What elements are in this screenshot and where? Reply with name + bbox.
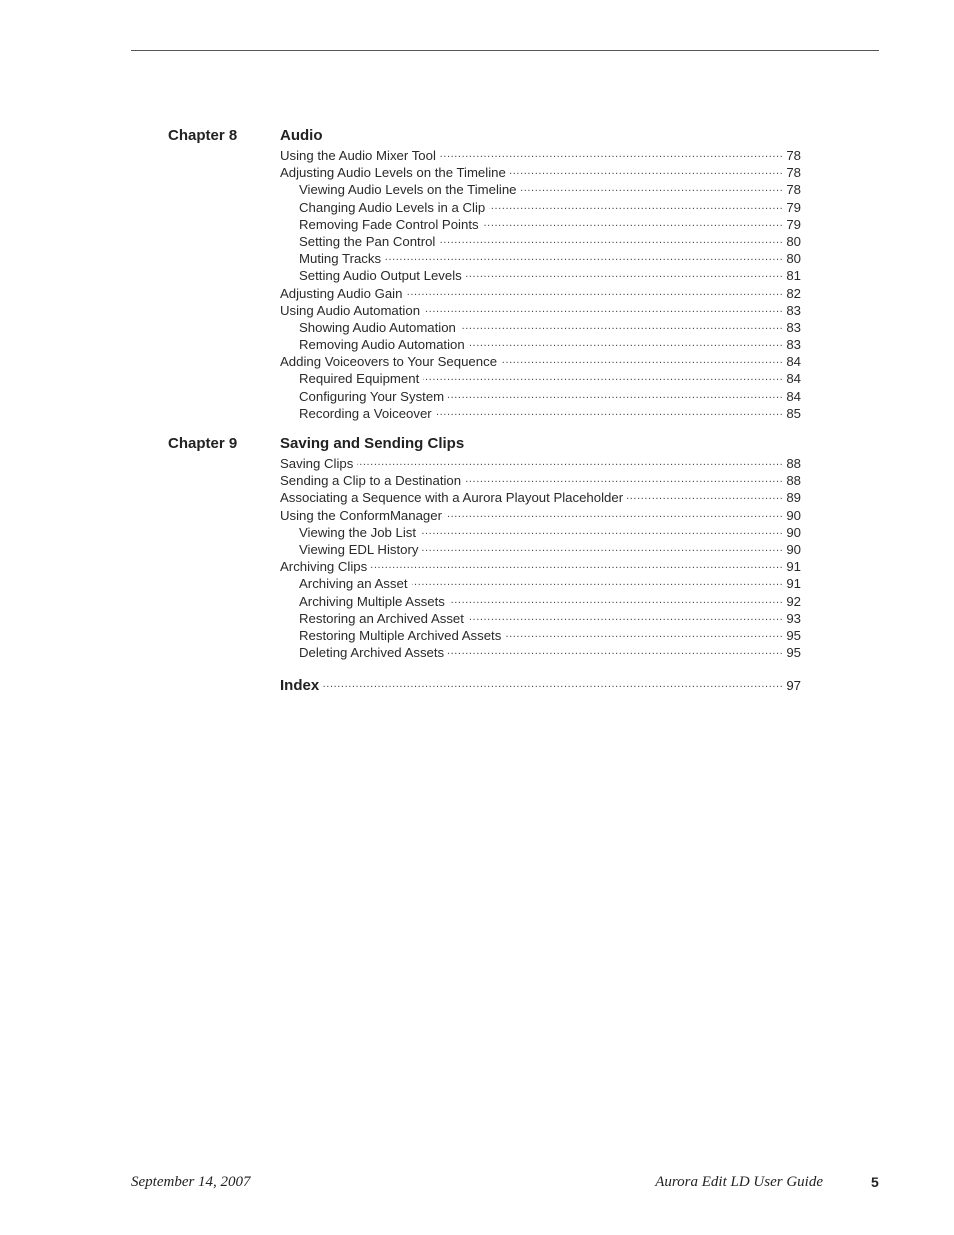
toc-entry[interactable] [280,352,801,369]
index-label: Index [280,677,320,694]
dot-leader [627,488,783,502]
dot-leader [460,318,783,332]
dot-leader [423,369,783,383]
toc-entry-title: Archiving Multiple Assets [299,593,445,609]
toc-entry[interactable] [280,284,801,301]
chapter-title: Saving and Sending Clips [280,435,465,452]
toc-entry-page: 82 [786,285,801,301]
toc-entry[interactable] [280,488,801,505]
dot-leader [448,387,783,401]
dot-leader [440,146,783,160]
toc-entry-title: Using Audio Automation [280,302,421,318]
toc-entry-title: Associating a Sequence with a Aurora Playout Placeholder [280,490,624,506]
toc-entry-title: Sending a Clip to a Destination [280,473,462,489]
toc-entry[interactable] [280,180,801,197]
toc-entry-title: Adding Voiceovers to Your Sequence [280,354,498,370]
toc-entry[interactable] [280,574,801,591]
dot-leader [446,506,783,520]
header-rule [131,50,879,51]
toc-entry[interactable] [280,249,801,266]
toc-entry-title: Adjusting Audio Gain [280,285,403,301]
toc-entry-page: 88 [786,456,801,471]
toc-entry-title: Setting the Pan Control [299,233,436,249]
toc-entry[interactable] [280,266,801,283]
toc-entry-title: Restoring Multiple Archived Assets [299,627,502,643]
toc-entry-page: 78 [786,165,801,181]
toc-entry-page: 78 [786,182,801,198]
toc-entry-page: 91 [786,576,801,592]
dot-leader [483,215,784,229]
toc-entry[interactable] [280,523,801,540]
toc-entry-title: Removing Fade Control Points [299,216,479,232]
toc-entry[interactable] [280,335,801,352]
dot-leader [489,198,783,212]
toc-entry-page: 84 [786,354,801,370]
toc-entry-title: Configuring Your System [299,388,445,404]
toc-entry[interactable] [280,198,801,215]
toc-entry-title: Archiving Clips [280,559,368,575]
toc-entry[interactable] [280,215,801,232]
toc-entry-page: 84 [786,371,801,387]
toc-entry-page: 90 [786,541,801,557]
toc-entry[interactable] [280,609,801,626]
toc-entry-title: Changing Audio Levels in a Clip [299,199,486,215]
toc-entry-page: 90 [786,524,801,540]
toc-entry-page: 83 [786,319,801,335]
dot-leader [448,643,783,657]
toc-entry-title: Setting Audio Output Levels [299,268,462,284]
toc-entry[interactable] [280,301,801,318]
toc-entry-page: 83 [786,337,801,353]
toc-entry-title: Muting Tracks [299,251,382,267]
toc-entry-page: 83 [786,302,801,318]
dot-leader [436,404,784,418]
toc-entry-page: 93 [786,610,801,626]
dot-leader [469,335,784,349]
toc-entry-page: 80 [786,251,801,267]
dot-leader [321,676,783,690]
dot-leader [357,454,783,468]
dot-leader [505,626,783,640]
footer-guide-title: Aurora Edit LD User Guide [655,1174,823,1190]
toc-entry-page: 79 [786,199,801,215]
dot-leader [439,232,783,246]
dot-leader [371,557,783,571]
toc-entry[interactable] [280,146,801,163]
toc-entry-title: Saving Clips [280,456,354,471]
dot-leader [424,301,783,315]
dot-leader [406,284,783,298]
dot-leader [521,180,784,194]
toc-entry-page: 95 [786,627,801,643]
toc-entry-title: Restoring an Archived Asset [299,610,464,626]
toc-entry-page: 95 [786,645,801,661]
toc-entry[interactable] [280,404,801,421]
toc-entry[interactable] [280,454,801,471]
toc-entry-title: Adjusting Audio Levels on the Timeline [280,165,506,181]
toc-entry-page: 89 [786,490,801,506]
toc-entries [280,454,801,660]
toc-entry-title: Deleting Archived Assets [299,645,445,661]
toc-entry[interactable] [280,592,801,609]
toc-entry-title: Required Equipment [299,371,420,387]
dot-leader [510,163,784,177]
toc-entry[interactable] [280,471,801,488]
toc-entry-title: Using the Audio Mixer Tool [280,148,436,163]
toc-entry-title: Viewing EDL History [299,541,419,557]
toc-entry-page: 92 [786,593,801,609]
toc-entry[interactable] [280,318,801,335]
toc-entry-page: 78 [786,148,801,163]
dot-leader [449,592,783,606]
toc-entry-page: 80 [786,233,801,249]
toc-entry-page: 84 [786,388,801,404]
footer-page-number: 5 [871,1174,879,1190]
toc-entry-page: 88 [786,473,801,489]
dot-leader [468,609,783,623]
toc-entries [280,146,801,421]
toc-entry[interactable] [280,643,801,660]
chapter-label: Chapter 9 [168,435,238,452]
dot-leader [412,574,784,588]
chapter-label: Chapter 8 [168,127,238,144]
toc-entry[interactable] [280,626,801,643]
dot-leader [420,523,783,537]
chapter-title: Audio [280,127,323,144]
toc-entry[interactable] [280,232,801,249]
toc-entry-page: 90 [786,507,801,523]
index-page-number: 97 [786,678,801,693]
toc-entry-page: 79 [786,216,801,232]
footer-date: September 14, 2007 [131,1174,251,1190]
toc-entry-title: Archiving an Asset [299,576,408,592]
toc-entry-page: 85 [786,405,801,421]
dot-leader [465,471,783,485]
toc-entry-page: 91 [786,559,801,575]
dot-leader [385,249,783,263]
dot-leader [422,540,783,554]
toc-entry[interactable] [280,540,801,557]
toc-entry[interactable] [280,557,801,574]
toc-entry-title: Viewing the Job List [299,524,417,540]
toc-entry-title: Recording a Voiceover [299,405,432,421]
toc-entry-title: Showing Audio Automation [299,319,456,335]
toc-entry[interactable] [280,506,801,523]
toc-entry-page: 81 [786,268,801,284]
dot-leader [466,266,784,280]
toc-entry[interactable] [280,387,801,404]
toc-entry[interactable] [280,163,801,180]
toc-entry-title: Viewing Audio Levels on the Timeline [299,182,517,198]
toc-entry[interactable] [280,369,801,386]
dot-leader [501,352,783,366]
toc-entry-title: Removing Audio Automation [299,337,465,353]
toc-entry-title: Using the ConformManager [280,507,442,523]
toc-index-entry[interactable] [280,676,801,694]
